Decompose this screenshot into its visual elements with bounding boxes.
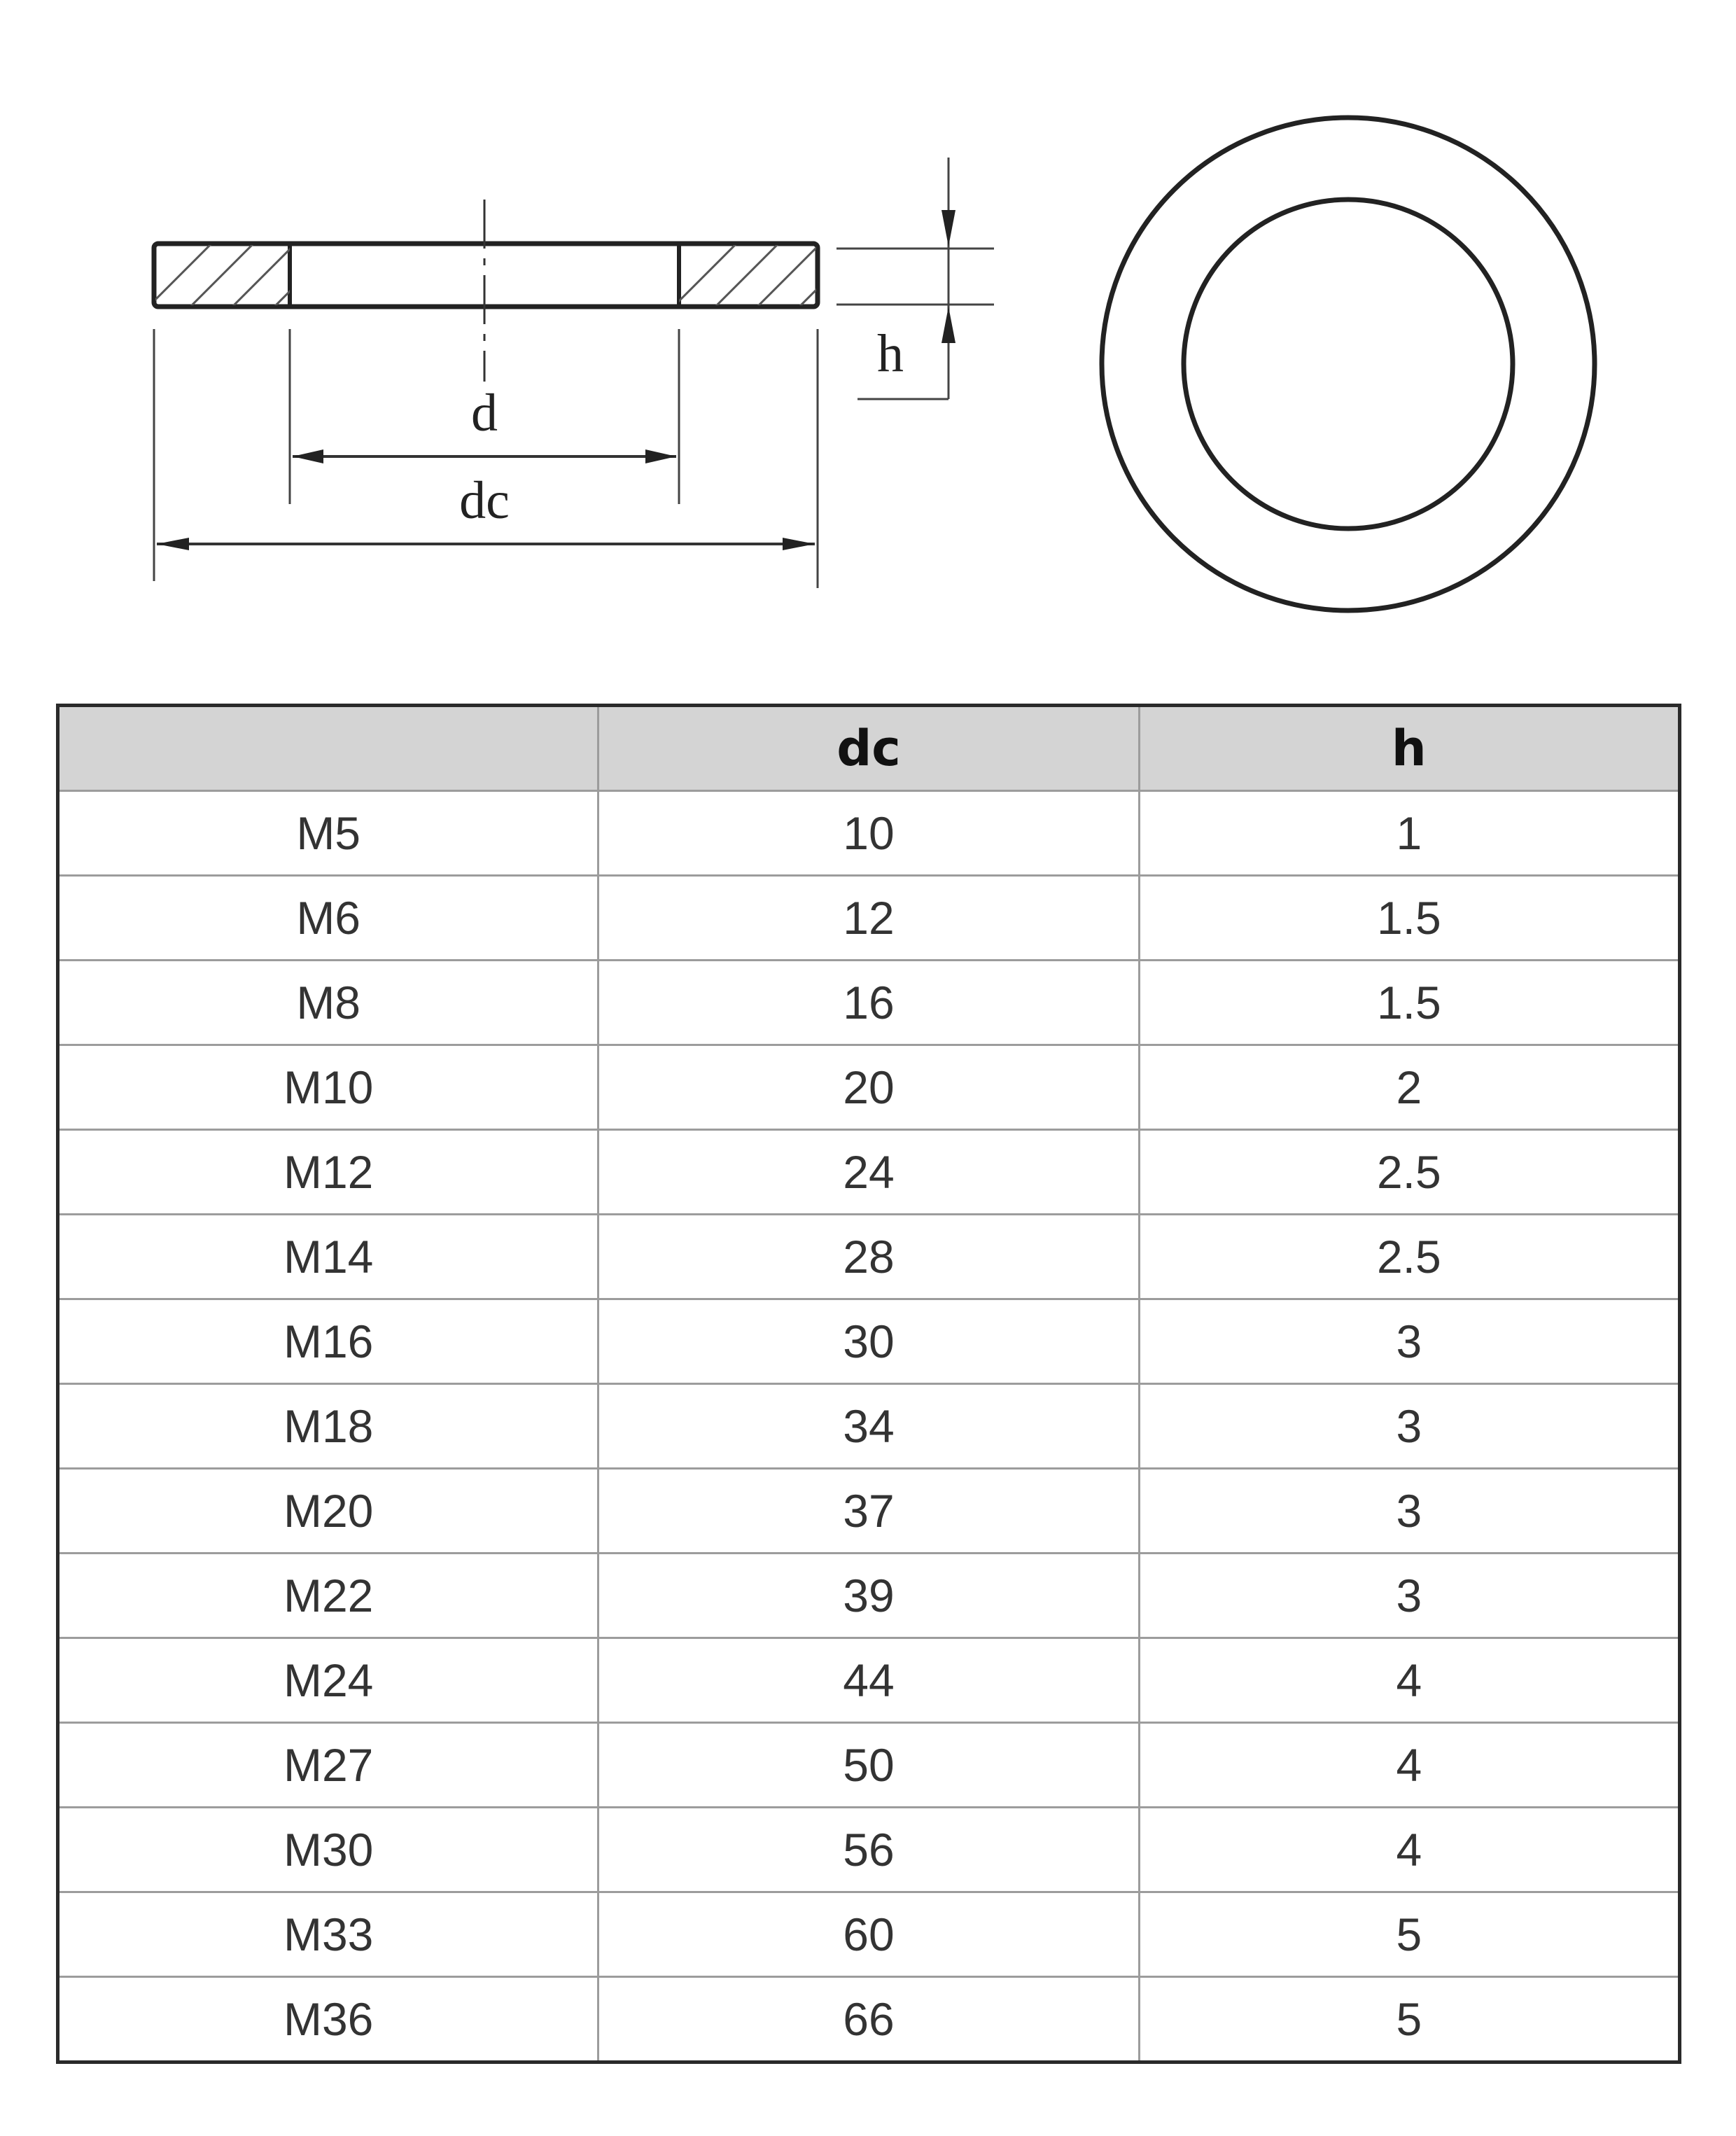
h-cell: 2.5 — [1139, 1215, 1679, 1299]
table-row — [58, 1638, 1680, 1723]
size-cell: M24 — [58, 1638, 598, 1723]
table-row — [58, 1469, 1680, 1554]
dc-cell: 39 — [598, 1554, 1139, 1638]
size-cell: M27 — [58, 1723, 598, 1808]
dc-cell: 10 — [598, 791, 1139, 876]
h-cell: 5 — [1139, 1977, 1679, 2062]
size-cell: M20 — [58, 1469, 598, 1554]
h-cell: 1.5 — [1139, 876, 1679, 961]
size-cell: M14 — [58, 1215, 598, 1299]
table-row — [58, 1808, 1680, 1892]
h-cell: 4 — [1139, 1638, 1679, 1723]
table-row — [58, 876, 1680, 961]
dc-cell: 44 — [598, 1638, 1139, 1723]
table-row — [58, 1299, 1680, 1384]
h-cell: 4 — [1139, 1723, 1679, 1808]
dimension-dc — [157, 471, 815, 550]
size-cell: M5 — [58, 791, 598, 876]
size-cell: M8 — [58, 961, 598, 1045]
outer-circle — [1102, 118, 1595, 610]
washer-cross-section — [126, 238, 868, 329]
size-cell: M33 — [58, 1892, 598, 1977]
size-cell: M16 — [58, 1299, 598, 1384]
dimension-h-label: h — [877, 324, 904, 383]
dc-cell: 16 — [598, 961, 1139, 1045]
dc-cell: 24 — [598, 1130, 1139, 1215]
h-cell: 3 — [1139, 1384, 1679, 1469]
dc-cell: 56 — [598, 1808, 1139, 1892]
dc-cell: 28 — [598, 1215, 1139, 1299]
table-row — [58, 1215, 1680, 1299]
washer-drawing — [0, 0, 1736, 658]
hatch-right — [651, 238, 868, 329]
header-dc: dc — [598, 706, 1139, 791]
size-cell: M12 — [58, 1130, 598, 1215]
table-header-row — [58, 706, 1680, 791]
extension-lines — [154, 158, 994, 588]
table-row — [58, 1554, 1680, 1638]
dimension-h — [877, 210, 955, 383]
h-cell: 3 — [1139, 1554, 1679, 1638]
table-row — [58, 1130, 1680, 1215]
hatch-left — [126, 238, 343, 329]
table-row — [58, 1384, 1680, 1469]
washer-top-view — [1102, 118, 1595, 610]
size-cell: M22 — [58, 1554, 598, 1638]
h-cell: 3 — [1139, 1299, 1679, 1384]
dc-cell: 30 — [598, 1299, 1139, 1384]
h-cell: 1 — [1139, 791, 1679, 876]
size-cell: M10 — [58, 1045, 598, 1130]
size-cell: M18 — [58, 1384, 598, 1469]
dimension-dc-label: dc — [459, 471, 510, 530]
header-h: h — [1139, 706, 1679, 791]
dc-cell: 20 — [598, 1045, 1139, 1130]
h-cell: 5 — [1139, 1892, 1679, 1977]
table-row — [58, 1723, 1680, 1808]
h-cell: 2.5 — [1139, 1130, 1679, 1215]
size-cell: M36 — [58, 1977, 598, 2062]
header-size — [58, 706, 598, 791]
dc-cell: 66 — [598, 1977, 1139, 2062]
h-cell: 2 — [1139, 1045, 1679, 1130]
dc-cell: 34 — [598, 1384, 1139, 1469]
h-cell: 3 — [1139, 1469, 1679, 1554]
dimension-d-label: d — [471, 384, 498, 442]
size-cell: M30 — [58, 1808, 598, 1892]
table-row — [58, 1892, 1680, 1977]
h-cell: 1.5 — [1139, 961, 1679, 1045]
table-row — [58, 791, 1680, 876]
dc-cell: 60 — [598, 1892, 1139, 1977]
table-row — [58, 961, 1680, 1045]
table-row — [58, 1045, 1680, 1130]
washer-diagram-svg — [0, 0, 1736, 658]
dc-cell: 50 — [598, 1723, 1139, 1808]
inner-circle — [1184, 200, 1513, 529]
h-cell: 4 — [1139, 1808, 1679, 1892]
size-cell: M6 — [58, 876, 598, 961]
washer-dimensions-table — [56, 704, 1681, 2064]
dc-cell: 12 — [598, 876, 1139, 961]
dimension-d — [293, 384, 676, 463]
table-row — [58, 1977, 1680, 2062]
dc-cell: 37 — [598, 1469, 1139, 1554]
